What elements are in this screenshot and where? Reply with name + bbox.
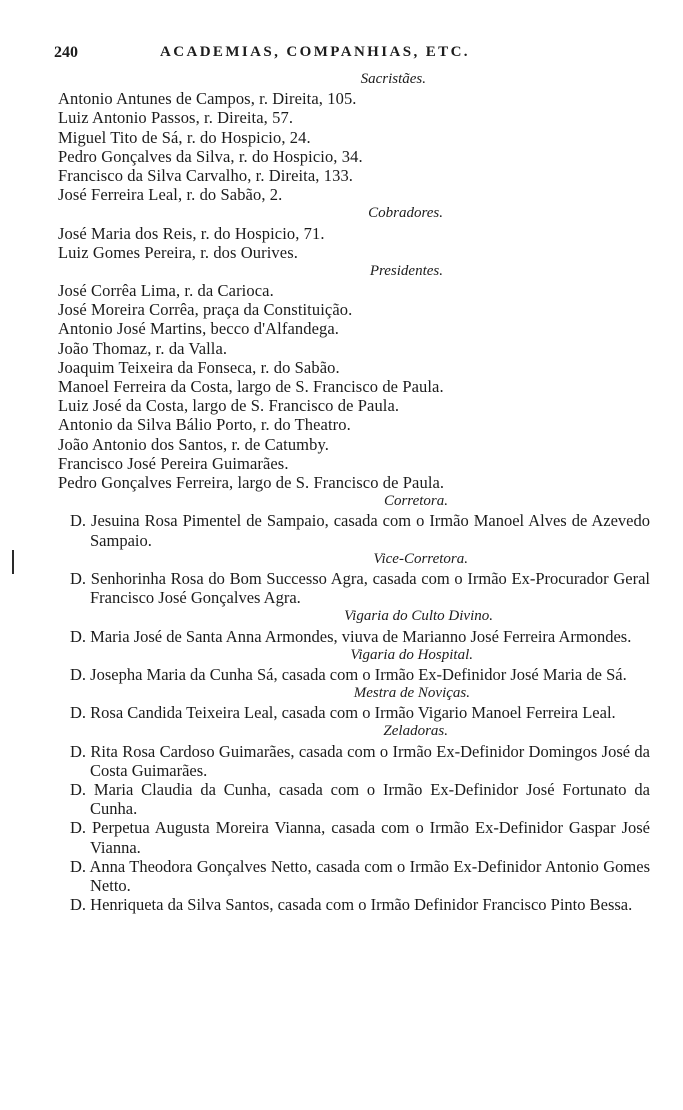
running-title: ACADEMIAS, COMPANHIAS, ETC. — [160, 44, 470, 60]
page-number: 240 — [54, 44, 78, 61]
list-item: José Corrêa Lima, r. da Carioca. — [58, 281, 274, 301]
list-item: Luiz José da Costa, largo de S. Francisco de Paula. — [58, 396, 400, 416]
list-item: D. Rita Rosa Cardoso Guimarães, casada com o Irmão Ex-Definidor Domingos José da Costa Guimarães. — [70, 741, 650, 780]
list-item: Luiz Gomes Pereira, r. dos Ourives. — [58, 242, 298, 262]
list-item: D. Anna Theodora Gonçalves Netto, casada com o Irmão Ex-Definidor Antonio Gomes Netto. — [70, 856, 650, 896]
page-header — [54, 44, 644, 66]
list-item: Antonio Antunes de Campos, r. Direita, 105. — [58, 89, 357, 109]
section-heading-vigaria-hospital: Vigaria do Hospital. — [350, 646, 473, 663]
list-item: José Moreira Corrêa, praça da Constituição. — [58, 300, 353, 320]
list-item: Manoel Ferreira da Costa, largo de S. Francisco de Paula. — [58, 377, 444, 396]
section-heading-vigaria-culto: Vigaria do Culto Divino. — [344, 608, 493, 625]
section-heading-vice-corretora: Vice-Corretora. — [373, 550, 468, 567]
list-item: D. Perpetua Augusta Moreira Vianna, casada com o Irmão Ex-Definidor Gaspar José Vianna. — [70, 818, 650, 857]
section-heading-presidentes: Presidentes. — [369, 262, 443, 279]
section-heading-mestra-novicas: Mestra de Noviças. — [353, 685, 470, 702]
list-item: João Antonio dos Santos, r. de Catumby. — [58, 434, 329, 454]
list-item: D. Jesuina Rosa Pimentel de Sampaio, casada com o Irmão Manoel Alves de Azevedo Sampaio. — [70, 511, 650, 550]
list-item: Joaquim Teixeira da Fonseca, r. do Sabão. — [58, 357, 340, 377]
list-item: D. Rosa Candida Teixeira Leal, casada com o Irmão Vigario Manoel Ferreira Leal. — [70, 703, 616, 723]
list-item: D. Josepha Maria da Cunha Sá, casada com o Irmão Ex-Definidor José Maria de Sá. — [70, 664, 627, 684]
section-heading-corretora: Corretora. — [383, 493, 448, 510]
list-item: José Ferreira Leal, r. do Sabão, 2. — [58, 185, 283, 205]
section-heading-sacristaes: Sacristães. — [360, 71, 426, 87]
list-item: D. Maria José de Santa Anna Armondes, viuva de Marianno José Ferreira Armondes. — [70, 626, 632, 646]
list-item: Antonio José Martins, becco d'Alfandega. — [58, 319, 339, 339]
margin-mark — [12, 550, 14, 574]
list-item: Miguel Tito de Sá, r. do Hospicio, 24. — [58, 127, 311, 147]
list-item: Luiz Antonio Passos, r. Direita, 57. — [58, 108, 294, 128]
list-item: Pedro Gonçalves da Silva, r. do Hospicio, 34. — [58, 146, 363, 166]
section-heading-zeladoras: Zeladoras. — [383, 723, 448, 740]
list-item: D. Maria Claudia da Cunha, casada com o Irmão Ex-Definidor José Fortunato da Cunha. — [70, 780, 650, 819]
list-item: D. Henriqueta da Silva Santos, casada com o Irmão Definidor Francisco Pinto Bessa. — [70, 895, 633, 915]
list-item: João Thomaz, r. da Valla. — [58, 338, 228, 358]
section-heading-cobradores: Cobradores. — [368, 205, 443, 222]
list-item: Francisco da Silva Carvalho, r. Direita, 133. — [58, 165, 354, 185]
list-item: Francisco José Pereira Guimarães. — [58, 453, 289, 473]
list-item: Antonio da Silva Bálio Porto, r. do Theatro. — [58, 415, 351, 435]
document-body — [58, 70, 648, 915]
list-item: José Maria dos Reis, r. do Hospicio, 71. — [58, 223, 325, 243]
list-item: D. Senhorinha Rosa do Bom Successo Agra, casada com o Irmão Ex-Procurador Geral Francisco José Gonçalves Agra. — [70, 568, 650, 608]
list-item: Pedro Gonçalves Ferreira, largo de S. Francisco de Paula. — [58, 472, 445, 492]
